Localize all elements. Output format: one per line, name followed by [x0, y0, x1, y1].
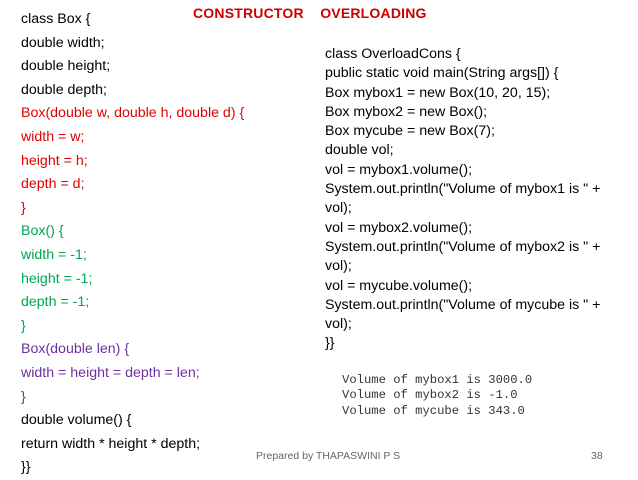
code-line: }	[21, 317, 26, 334]
code-line: }}	[325, 335, 335, 352]
code-line: Box mycube = new Box(7);	[325, 123, 495, 140]
code-line: double width;	[21, 34, 105, 51]
code-line: vol = mybox2.volume();	[325, 219, 473, 236]
overload-cons-code	[325, 45, 600, 354]
code-line: vol);	[325, 258, 352, 275]
code-line: depth = d;	[21, 176, 85, 193]
code-line: double height;	[21, 58, 111, 75]
code-line: Box(double w, double h, double d) {	[21, 105, 245, 122]
code-line: System.out.println("Volume of mybox2 is " +	[325, 238, 601, 255]
code-line: public static void main(String args[]) {	[325, 65, 559, 82]
slide-title: CONSTRUCTOR OVERLOADING	[193, 5, 427, 21]
code-line: depth = -1;	[21, 294, 90, 311]
code-line: Box mybox2 = new Box();	[325, 103, 488, 120]
code-line: height = h;	[21, 152, 88, 169]
code-line: }	[21, 388, 26, 405]
code-line: vol);	[325, 200, 352, 217]
code-line: width = w;	[21, 128, 85, 145]
code-line: Box mybox1 = new Box(10, 20, 15);	[325, 84, 551, 101]
page-number: 38	[591, 450, 603, 462]
code-line: height = -1;	[21, 270, 93, 287]
code-line: return width * height * depth;	[21, 435, 201, 452]
output-line: Volume of mybox1 is 3000.0	[342, 373, 533, 387]
code-line: }	[21, 199, 26, 216]
code-line: width = height = depth = len;	[21, 364, 200, 381]
code-line: Box(double len) {	[21, 341, 130, 358]
output-line: Volume of mycube is 343.0	[342, 403, 525, 418]
code-line: double vol;	[325, 142, 394, 159]
box-class-code	[21, 8, 244, 480]
code-line: class Box {	[21, 11, 91, 27]
program-output	[342, 373, 532, 419]
code-line: System.out.println("Volume of mycube is " +	[325, 296, 601, 313]
code-line: double volume() {	[21, 412, 132, 429]
code-line: double depth;	[21, 81, 107, 98]
code-line: class OverloadCons {	[325, 46, 461, 62]
code-line: }}	[21, 459, 31, 476]
code-line: width = -1;	[21, 246, 87, 263]
code-line: vol = mycube.volume();	[325, 277, 473, 294]
code-line: vol = mybox1.volume();	[325, 161, 473, 178]
code-line: Box() {	[21, 223, 64, 240]
code-line: System.out.println("Volume of mybox1 is " +	[325, 181, 601, 198]
output-line: Volume of mybox2 is -1.0	[342, 388, 518, 403]
code-line: vol);	[325, 316, 352, 333]
slide-footer: Prepared by THAPASWINI P S	[256, 450, 401, 462]
